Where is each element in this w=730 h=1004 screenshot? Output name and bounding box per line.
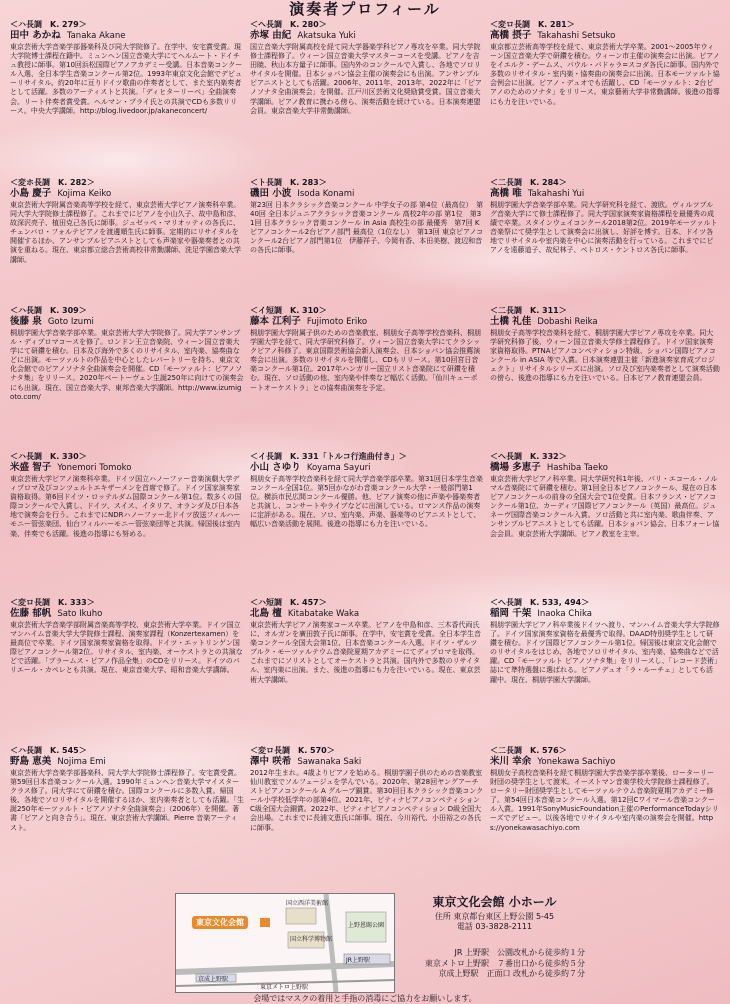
venue-phone: 電話 03-3828-2111 <box>456 922 533 931</box>
science-map-label: 国立科学博物館 <box>290 936 333 943</box>
name-roman: Akatsuka Yuki <box>297 31 356 41</box>
piece-label: ＜ハ短調 K. 457＞ <box>250 598 327 607</box>
performer-card <box>488 20 724 178</box>
name-jp: 北島 檀 <box>250 608 282 619</box>
performer-bio: 桐朋女子高等学校音楽科を経て、桐朋学園大学ピアノ専攻を卒業。同大学研究科修了後、ウィーン国立音楽大学修士課程修了。ドイツ国家演奏家資格取得。PTNAピアノコンペティション特級、ショパン国際ピアノコンクール in ASIA 等で入賞。日本演奏連盟主催「新進演奏家育成プロジェクト」リサイタルシリーズに出演。ソロ及び室内楽奏者として演奏活動の傍ら、後進の指導にも力を注いでいる。日本ピアノ教育連盟会員。 <box>490 329 720 383</box>
piece-label: ＜二長調 K. 311＞ <box>490 306 567 315</box>
performer-bio: 東京芸術大学音楽学部器楽科及び同大学院修了。在学中、安宅賞受賞。現大学院博士課程在籍中。ミュンヘン国立音楽大学にてヘルムート・ドイチュ教授に師事。第10回浜松国際ピアノアカデミー受講。日本音楽コンクール入選、全日本学生音楽コンクール第2位。1993年東京文化会館でデビューリサイタル。約20年に亘りドイツ歌曲の伴奏者として、また室内楽奏者として活躍。多数のアーティストと共演。「ディヒターリーベ」全曲演奏会。リート伴奏者賞受賞。ヘルマン・プライ氏との共演でCDも多数リリース。中央大学講師。http://blog.livedoor.jp/akaneconcert/ <box>10 43 243 115</box>
performer-name <box>250 316 484 328</box>
performer-name <box>490 756 720 768</box>
access-line: 京成上野駅 正面口 改札から徒歩約７分 <box>438 969 585 978</box>
performer-bio: 東京芸術大学音楽学部器楽科、同大学大学院修士課程修了。安宅賞受賞。第59回日本音楽コンクール入選。1990年ミュンヘン音楽大学マイスタークラス修了。同大学にて研鑽を積む。国際コンクールに多数入賞。帰国後、各地でソロリサイタルを開催するほか、室内楽奏者としても活躍。「生誕250年モーツァルト・ピアノソナタ全曲演奏会」（2006年）を開催。著書「ピアノと向き合う」。現在、東京芸術大学講師。Pierre 音楽アーティスト。 <box>10 769 244 832</box>
piece-label: ＜変ロ長調 K. 333＞ <box>10 598 95 607</box>
jr-station-map-label: JR上野駅 <box>346 957 370 964</box>
piece-label: ＜ト長調 K. 283＞ <box>250 178 327 187</box>
piece-label: ＜イ長調 K. 331「トルコ行進曲付き」＞ <box>250 452 407 461</box>
name-jp: 赤塚 由紀 <box>250 30 292 41</box>
performer-name <box>10 756 244 768</box>
name-roman: Inaoka Chika <box>537 609 592 619</box>
piece-label: ＜ハ長調 K. 330＞ <box>10 452 87 461</box>
performer-name <box>10 316 244 328</box>
performer-card <box>248 746 488 900</box>
performer-name <box>10 30 244 42</box>
keisei-station-map-label: 京成上野駅 <box>198 976 229 983</box>
performer-card <box>488 598 724 746</box>
piece-label: ＜二長調 K. 284＞ <box>490 178 567 187</box>
name-roman: Takahashi Setsuko <box>537 31 616 41</box>
name-roman: Dobashi Reika <box>537 317 598 327</box>
performer-bio: 桐朋学園大学ピアノ科卒業後ドイツへ渡り、マンハイム音楽大学大学院修了。ドイツ国家演奏家資格を最優秀で取得。DAAD特別奨学生として研鑽を積む。ドイツ国際ピアノコンクール第1位。帰国後は東京文化会館でのリサイタルをはじめ、各地でソロリサイタル、室内楽、協奏曲などで活躍。CD「モーツァルト ピアノソナタ集」をリリースし、「レコード芸術」誌にて準特選盤に選ばれる。ピアノデュオ「ラ・ルーチェ」としても活躍中。現在、桐朋学園大学講師。 <box>490 621 720 684</box>
name-roman: Hashiba Taeko <box>546 463 608 473</box>
performer-name <box>250 462 484 474</box>
name-roman: Yonemori Tomoko <box>57 463 132 473</box>
name-roman: Sawanaka Saki <box>297 757 362 767</box>
name-roman: Takahashi Yui <box>527 189 585 199</box>
performer-card <box>248 20 488 178</box>
page-title: 演奏者プロフィール <box>289 0 441 18</box>
name-jp: 野島 恵美 <box>10 756 52 767</box>
performer-name <box>490 30 720 42</box>
performer-bio: 東京芸術大学附属音楽高等学校を経て、東京芸術大学ピアノ演奏科卒業。同大学大学院修士課程修了。これまでにピアノを小山久子、故中島和彦、故深沢亮子、植田克己各氏に師事。ジュゼッペ・マリオッティの各氏に、チェンバロ・フォルテピアノを渡邊順生氏に師事。定期的にリサイタルを開催するほか、アンサンブルピアニストとしても声楽家や器楽奏者との共演を重ねる。現在、東京都立総合芸術高校非常勤講師、洗足学園音楽大学講師。 <box>10 201 241 264</box>
performer-card <box>248 306 488 452</box>
performer-name <box>490 462 720 474</box>
performer-card <box>8 598 248 746</box>
performer-bio: 桐朋学園大学音楽学部卒業。同大学研究科を経て、渡欧。ヴィルツブルグ音楽大学にて修士課程修了。同大学国家演奏家資格課程を最優秀の成績で卒業。スタインウェイコンクール2018第2位。2019年モーツァルト音楽祭にて奨学生として演奏会に出演し、好評を博す。日本、ドイツ各地でリサイタルや室内楽を中心に演奏活動を行っている。これまでにピアノを遠藤道子、故紀林子、ペトロス・ケントロス各氏に師事。 <box>490 201 718 255</box>
name-jp: 小山 さゆり <box>250 462 301 473</box>
hall-map-label: 東京文化会館 <box>192 916 248 929</box>
performer-name <box>250 756 484 768</box>
performer-name <box>250 30 484 42</box>
piece-label: ＜変ロ長調 K. 281＞ <box>490 20 575 29</box>
venue-section <box>175 893 585 993</box>
piece-label: ＜変ロ長調 K. 570＞ <box>250 746 335 755</box>
name-jp: 佐藤 郁帆 <box>10 608 52 619</box>
performer-name <box>250 608 484 620</box>
performer-card <box>488 178 724 306</box>
performer-card <box>248 452 488 598</box>
performer-name <box>490 316 720 328</box>
performer-card <box>488 746 724 900</box>
name-jp: 藤本 江利子 <box>250 316 301 327</box>
performer-bio: 第23回 日本クラシック音楽コンクール 中学女子の部 第4位（最高位） 第40回 全日本ジュニアクラシック音楽コンクール 高校2年の部 第1位 第31回 日本クラシック音楽コンクール in Asia 高校生の部 最優秀 第7回 K ピアノコンクール2台ピアノ部門 最高位（1位なし） 第13回 東京ピアノコンクール2台ピアノ部門第1位 伊藤祥子、今岡有香、本田美樹、渡辺和音の各氏に師事。 <box>250 201 484 255</box>
performer-bio: 東京芸術大学ピアノ科卒業。同大学研究科1年後、パリ・エコール・ノルマル音楽院にて研鑽を積む。第1回全日本ピアノコンクール、現在の日本ピアノコンクールの前身の全国大会で1位受賞。日本フランス・ピアノコンクール第1位、カーディフ国際ピアノコンクール（英国）最高位。ジュネーヴ国際音楽コンクール入賞。ソロ活動と共に室内楽、歌曲伴奏、アンサンブルピアニストとしても活躍。日本ショパン協会、日本フォーレ協会会員。東京芸術大学講師。ピアノ教室を主宰。 <box>490 475 720 538</box>
piece-label: ＜ハ長調 K. 309＞ <box>10 306 87 315</box>
name-roman: Nojima Emi <box>57 757 106 767</box>
access-line: 東京メトロ上野駅 ７番出口から徒歩約５分 <box>425 958 585 968</box>
performer-name <box>490 608 720 620</box>
performer-name <box>10 462 244 474</box>
name-roman: Tanaka Akane <box>66 31 126 41</box>
performer-name <box>10 608 244 620</box>
performer-bio: 東京芸術大学ピアノ演奏科卒業。ドイツ国立ハノーファー音楽演劇大学ディプロマ及びコンツェルトエキザーメンを首席で修了。ドイツ国家演奏家資格取得。第6回ドイツ・ロッテルダム国際コンクール第1位。数多くの国際コンクールで入賞し、ドイツ、スイス、イタリア、オランダ及び日本各地で演奏会を行う。これまでにNDRハノーファー北ドイツ放送フィルハーモニー管弦楽団、仙台フィルハーモニー管弦楽団等と共演。帰国後は室内楽、伴奏でも活躍。後進の指導にも努める。 <box>10 475 242 538</box>
name-roman: Sato Ikuho <box>57 609 103 619</box>
performer-card <box>8 452 248 598</box>
venue-name: 東京文化会館 小ホール <box>432 895 557 909</box>
performer-bio: 東京芸術大学ピアノ演奏家コース卒業。ピアノを中島和彦、三木香代両氏に、オルガンを廣田敦子氏に師事。在学中、安宅賞を受賞。全日本学生音楽コンクール全国大会第1位、日本音楽コンクール入選。ドイツ・ザルツブルク・モーツァルテウム音楽院夏期アカデミーにてディプロマを取得。これまでにソリストとしてオーケストラと共演。国内外で多数のリサイタル、室内楽に出演。また、後進の指導にも力を注いでいる。現在、東京芸術大学講師。 <box>250 621 481 684</box>
name-jp: 澤中 咲希 <box>250 756 292 767</box>
name-jp: 米川 幸余 <box>490 756 532 767</box>
footer-note: 会場ではマスクの着用と手指の消毒にご協力をお願いします。 <box>253 994 477 1003</box>
piece-label: ＜変ホ長調 K. 282＞ <box>10 178 95 187</box>
performer-grid <box>8 20 724 900</box>
piece-label: ＜ハ長調 K. 545＞ <box>10 746 87 755</box>
name-roman: Kitabatake Waka <box>287 609 360 619</box>
name-roman: Koyama Sayuri <box>306 463 371 473</box>
name-roman: Fujimoto Eriko <box>306 317 368 327</box>
name-jp: 橋場 多恵子 <box>490 462 541 473</box>
venue-info <box>407 895 582 932</box>
name-jp: 小島 慶子 <box>10 188 52 199</box>
name-roman: Goto Izumi <box>47 317 94 327</box>
piece-label: ＜へ長調 K. 533, 494＞ <box>490 598 590 607</box>
name-jp: 後藤 泉 <box>10 316 42 327</box>
performer-card <box>8 306 248 452</box>
performer-bio: 2012年生まれ。4歳よりピアノを始める。桐朋学園子供のための音楽教室仙川教室でソルフェージュを学んでいる。2020年、第28回ヤングアーチストピアノコンクール A グループ銅賞。第30回日本クラシック音楽コンクール小学校低学年の部第4位。2021年、ピティナピアノコンペティション C級全国大会銅賞。2022年、ピティナピアノコンペティション D級全国大会出場。これまでに長浦文恵氏に師事。現在、今川裕代、小田裕之の各氏に師事。 <box>250 769 484 832</box>
performer-card <box>488 452 724 598</box>
piece-label: ＜ヘ長調 K. 332＞ <box>490 452 567 461</box>
name-jp: 土橋 礼佳 <box>490 316 532 327</box>
performer-bio: 桐朋学園大学附属子供のための音楽教室、桐朋女子高等学校音楽科、桐朋学園大学を経て、同大学研究科修了。ウィーン国立音楽大学にてクラシックピアノ科修了。東京国際芸術協会新人演奏会、日本ショパン協会推薦演奏会に出演。多数のリサイタルを開催し、CDもリリース。第10回宮日音楽コンクール第1位。2017年ハンガリー国立リスト音楽院にて研鑽を積む。現在、ソロ活動の他、室内楽や伴奏など幅広く活動。「仙川キューポートオーケストラ」との協奏曲演奏を予定。 <box>250 329 481 392</box>
access-info <box>385 948 585 980</box>
name-jp: 高橋 摂子 <box>490 30 532 41</box>
piece-label: ＜ハ長調 K. 279＞ <box>10 20 87 29</box>
museum-map-label: 国立西洋美術館 <box>286 900 329 907</box>
piece-label: ＜二長調 K. 576＞ <box>490 746 567 755</box>
performer-bio: 桐朋学園大学音楽学部卒業。東京芸術大学大学院修了。同大学アンサンブル・ディプロマコースを修了。ロンドン王立音楽院、ウィーン国立音楽大学にて研鑽を積む。日本及び海外で多くのリサイタル、室内楽、協奏曲などに出演。モーツァルトの作品を中心としたレパートリーを持ち、東京文化会館でのピアノソナタ全曲演奏会を開催。CD「モーツァルト：ピアノソナタ集」をリリース。2020年ベートーヴェン生誕250年に向けての演奏会にも出演。現在、国立音楽大学、東邦音楽大学講師。http://www.izumigoto.com/ <box>10 329 244 401</box>
piece-label: ＜イ短調 K. 310＞ <box>250 306 327 315</box>
name-roman: Isoda Konami <box>297 189 355 199</box>
performer-card <box>8 20 248 178</box>
performer-bio: 桐朋女子高等学校音楽科を経て同大学音楽学部卒業。第31回日本学生音楽コンクール全国1位。第5回かながわ音楽コンクール大学・一般部門第1位。横浜市民広間コンクール優勝。他、ピアノ演奏の他に声楽や器楽奏者と共演し、コンサートやライブなどに出演している。ロマンス作品の演奏に定評がある。現在、ソロ、室内楽、声楽、器楽等のピアニストとして、幅広い音楽活動を展開。後進の指導にも力を注いでいる。 <box>250 475 483 529</box>
performer-card <box>488 306 724 452</box>
performer-bio: 国立音楽大学附属高校を経て同大学器楽学科ピアノ専攻を卒業。同大学院修士課程修了。ウィーン国立音楽大学マスターコースを受講。ピアノを吉田暁、秋山本方量子に師事。国内外のコンクールで入賞し、各地でソロリサイタルを開催。日本ショパン協会主催の演奏会にも出演。アンサンブルピアニストとしても活躍。2006年、2011年、2013年、2022年に「ピアノソナタ全曲演奏会」を開催。江戸川区芸術文化奨励賞受賞。国立音楽大学講師。ピアノ教育に携わる傍ら、演奏活動を続けている。日本演奏連盟会員。東京音楽大学非常勤講師。 <box>250 43 482 115</box>
name-jp: 田中 あかね <box>10 30 61 41</box>
name-jp: 稲岡 千架 <box>490 608 532 619</box>
performer-card <box>8 178 248 306</box>
name-jp: 磯田 小波 <box>250 188 292 199</box>
venue-address: 住所 東京都台東区上野公園 5-45 <box>434 912 555 921</box>
park-map-label: 上野恩賜公園 <box>348 922 385 929</box>
performer-bio: 桐朋女子高校音楽科を経て桐朋学園大学音楽学部卒業後、ローターリー財団の奨学生として渡米。イーストマン音楽学校大学院修士課程修了。ロータリー財団奨学生としてモーツァルテウム音楽院夏期アカデミー修了。第54回日本音楽コンクール入選。第12回Cワイマール音楽コンクール入賞。1991年SonyMusicFoundation主催のPerformanceTodayシリーズでデビュー。以後各地でリサイタルや室内楽の演奏会を開催。https://yonekawasachiyo.com <box>490 769 719 832</box>
performer-card <box>248 598 488 746</box>
name-jp: 高橋 唯 <box>490 188 522 199</box>
access-line: JR 上野駅 公園改札から徒歩約１分 <box>454 948 585 957</box>
performer-bio: 東京都立芸術高等学校を経て、東京芸術大学卒業。2001～2005年ウィーン国立音楽大学で研鑽を積む。ウィーン市主催の演奏会に出演。ピアノをイエルク・デームス、パウル・バドゥラ=スコダ各氏に師事。国内外で多数のリサイタル・室内楽・協奏曲の演奏会に出演。日本モーツァルト協会例会に出演。ピアノ・デュオでも活躍し、CD「モーツァルト：2台ピアノのためのソナタ」をリリース。東京藝術大学非常勤講師。後進の指導にも力を注いでいる。 <box>490 43 720 106</box>
performer-name <box>10 188 244 200</box>
name-jp: 米盛 智子 <box>10 462 52 473</box>
name-roman: Kojima Keiko <box>57 189 112 199</box>
performer-name <box>250 188 484 200</box>
performer-card <box>8 746 248 900</box>
venue-map <box>175 893 395 993</box>
piece-label: ＜ヘ長調 K. 280＞ <box>250 20 327 29</box>
performer-name <box>490 188 720 200</box>
performer-card <box>248 178 488 306</box>
performer-bio: 東京芸術大学音楽学部附属音楽高等学校、東京芸術大学卒業。ドイツ国立マンハイム音楽大学大学院修士課程、演奏家課程（Konzertexamen）を最高位で卒業。ドイツ国家演奏家資格を取得。ドイツ・エットリンゲン国際ピアノコンクール第2位。リサイタル、室内楽、オーケストラとの共演などで活躍。「ブラームス・ピアノ作品全集」のCDをリリース。ドイツのパリエール・カペレとも共演。現在、東京音楽大学、昭和音楽大学講師。 <box>10 621 243 675</box>
name-roman: Yonekawa Sachiyo <box>537 757 616 767</box>
metro-station-map-label: 東京メトロ上野駅 <box>260 984 309 991</box>
